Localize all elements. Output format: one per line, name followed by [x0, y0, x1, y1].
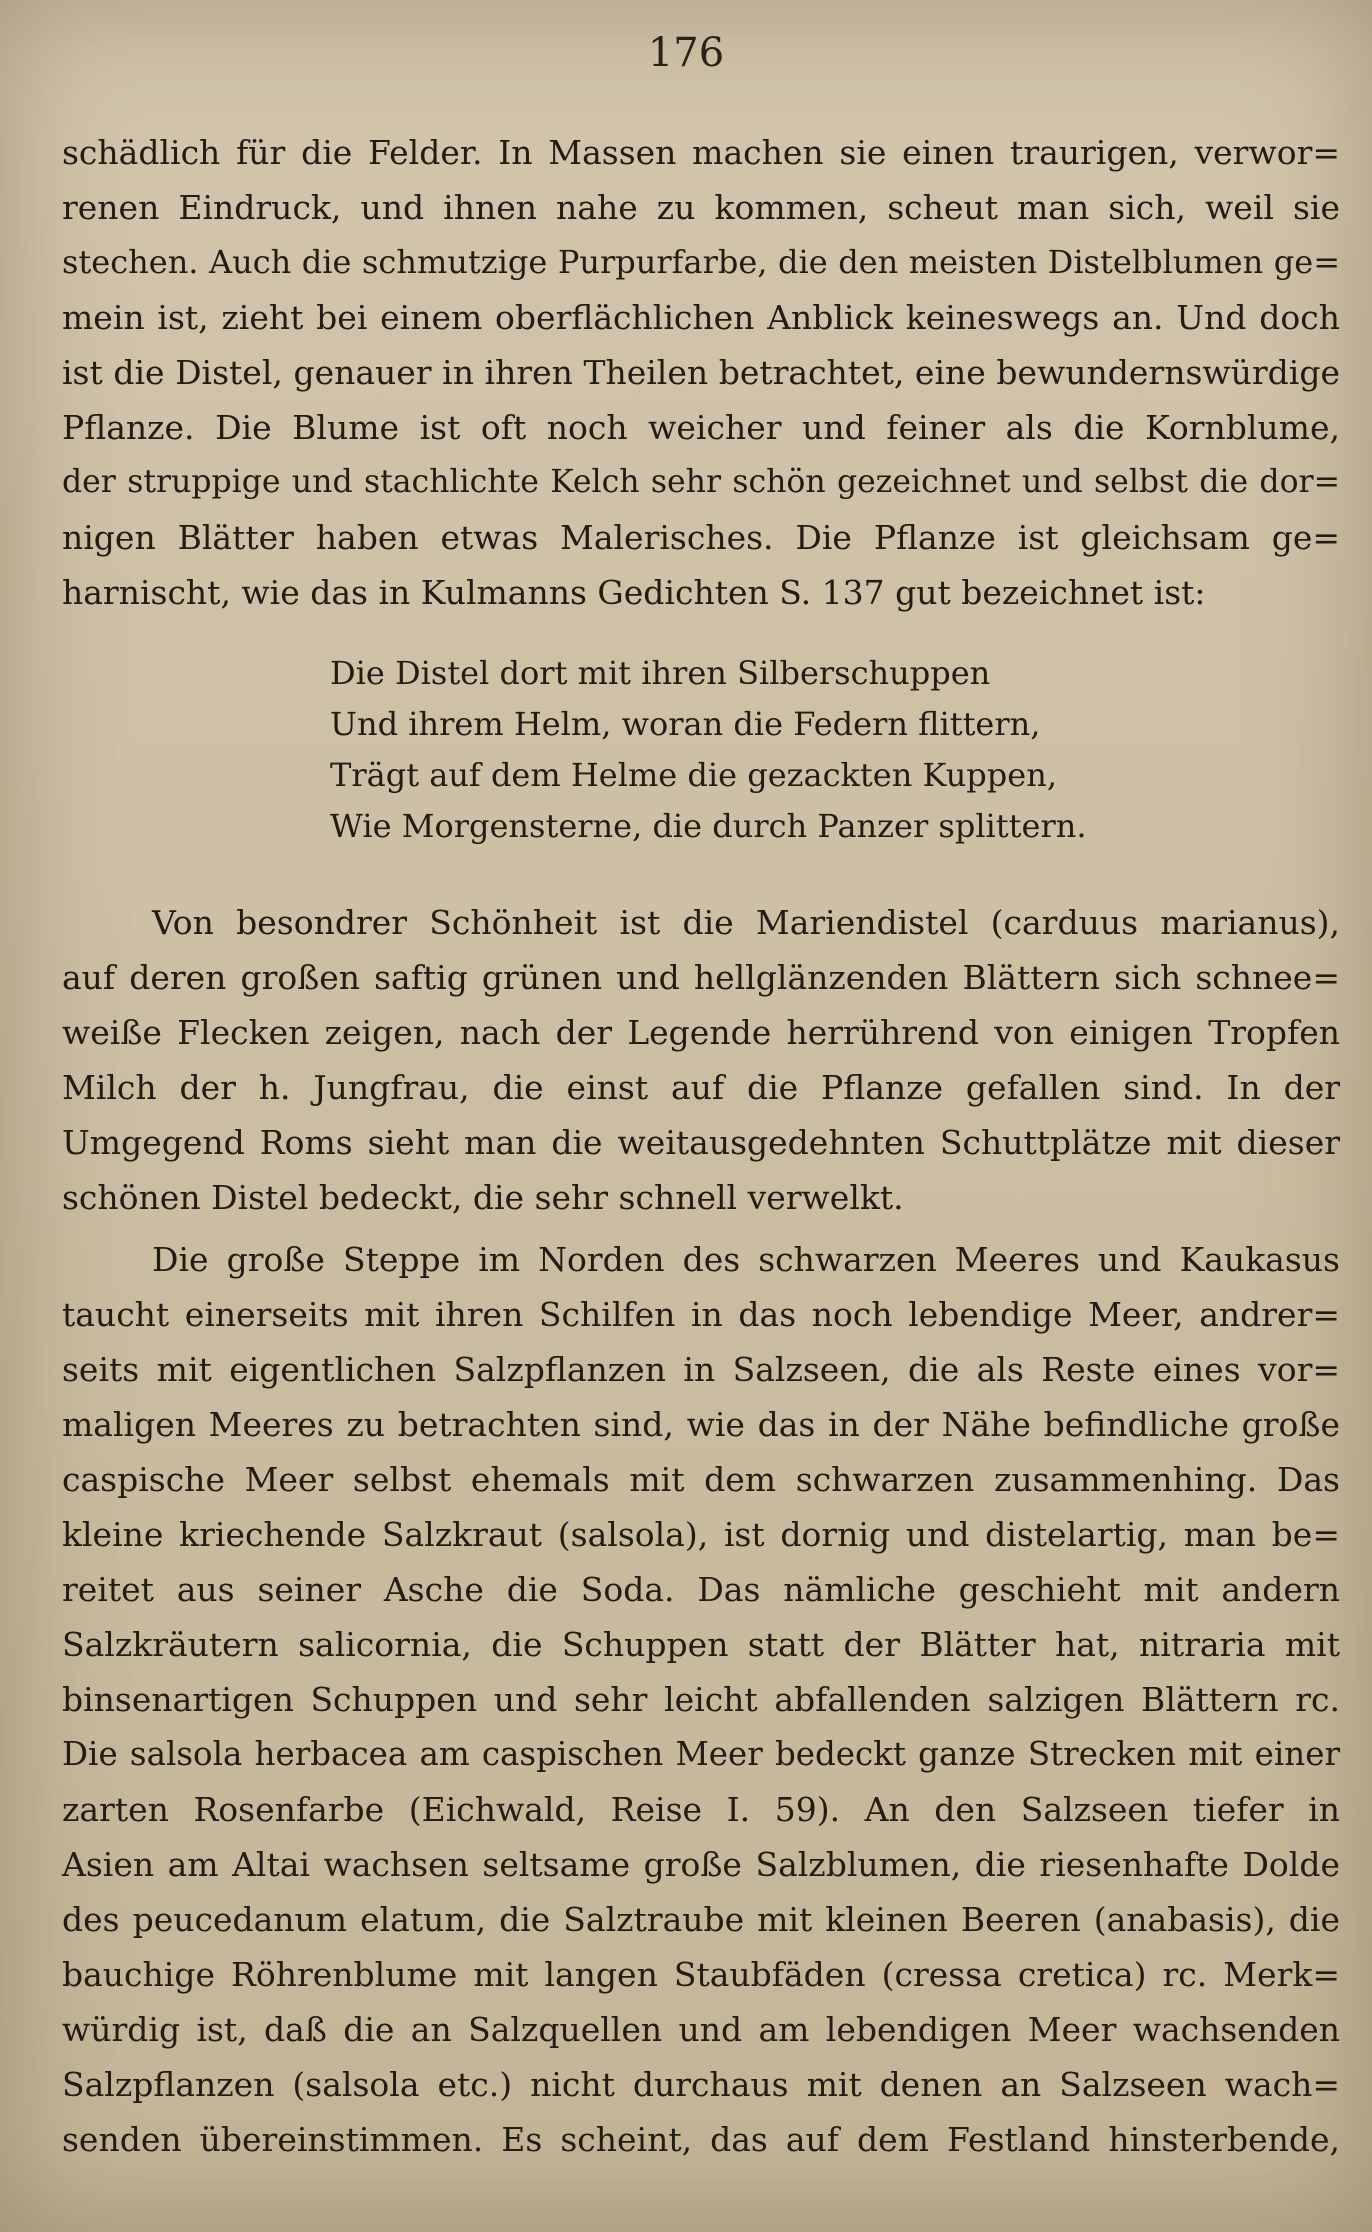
text-line: Milch der h. Jungfrau, die einst auf die Pflanze gefallen sind. In der: [62, 1068, 1340, 1107]
verse-line: Trägt auf dem Helme die gezackten Kuppen,: [330, 756, 1057, 794]
text-line: des peucedanum elatum, die Salztraube mit kleinen Beeren (anabasis), die: [62, 1900, 1340, 1939]
text-line: Pflanze. Die Blume ist oft noch weicher und feiner als die Kornblume,: [62, 408, 1340, 447]
text-line: harnischt, wie das in Kulmanns Gedichten S. 137 gut bezeichnet ist:: [62, 573, 1206, 612]
verse-line: Und ihrem Helm, woran die Federn flittern,: [330, 705, 1041, 743]
text-line: kleine kriechende Salzkraut (salsola), ist dornig und distelartig, man be=: [62, 1515, 1340, 1554]
text-line: seits mit eigentlichen Salzpflanzen in Salzseen, die als Reste eines vor=: [62, 1350, 1340, 1389]
verse-line: Wie Morgensterne, die durch Panzer splittern.: [330, 807, 1087, 845]
text-line: Umgegend Roms sieht man die weitausgedehnten Schuttplätze mit dieser: [62, 1123, 1340, 1162]
text-line: Von besondrer Schönheit ist die Mariendistel (carduus marianus),: [152, 903, 1340, 942]
text-line: schädlich für die Felder. In Massen machen sie einen traurigen, verwor=: [62, 133, 1340, 172]
paragraph-1: [62, 125, 1340, 620]
text-line: stechen. Auch die schmutzige Purpurfarbe, die den meisten Distelblumen ge=: [62, 243, 1340, 281]
text-line: zarten Rosenfarbe (Eichwald, Reise I. 59). An den Salzseen tiefer in: [62, 1790, 1340, 1829]
paragraph-3: [62, 1232, 1340, 2167]
paragraph-2: [62, 895, 1340, 1225]
text-line: nigen Blätter haben etwas Malerisches. Die Pflanze ist gleichsam ge=: [62, 518, 1340, 557]
text-line: Die große Steppe im Norden des schwarzen Meeres und Kaukasus: [152, 1240, 1340, 1279]
text-line: würdig ist, daß die an Salzquellen und am lebendigen Meer wachsenden: [62, 2010, 1340, 2049]
text-line: reitet aus seiner Asche die Soda. Das nämliche geschieht mit andern: [62, 1570, 1340, 1609]
verse-quote: [330, 648, 1087, 852]
text-line: der struppige und stachlichte Kelch sehr schön gezeichnet und selbst die dor=: [62, 464, 1340, 500]
text-line: Salzpflanzen (salsola etc.) nicht durchaus mit denen an Salzseen wach=: [62, 2065, 1340, 2104]
text-line: bauchige Röhrenblume mit langen Staubfäden (cressa cretica) rc. Merk=: [62, 1955, 1340, 1994]
text-line: Salzkräutern salicornia, die Schuppen statt der Blätter hat, nitraria mit: [62, 1625, 1340, 1664]
text-line: ist die Distel, genauer in ihren Theilen betrachtet, eine bewundernswürdige: [62, 353, 1340, 392]
text-line: caspische Meer selbst ehemals mit dem schwarzen zusammenhing. Das: [62, 1460, 1340, 1499]
text-line: renen Eindruck, und ihnen nahe zu kommen, scheut man sich, weil sie: [62, 188, 1340, 227]
text-line: auf deren großen saftig grünen und hellglänzenden Blättern sich schnee=: [62, 958, 1340, 997]
text-line: senden übereinstimmen. Es scheint, das auf dem Festland hinsterbende,: [62, 2120, 1340, 2159]
text-line: maligen Meeres zu betrachten sind, wie das in der Nähe befindliche große: [62, 1405, 1340, 1444]
text-line: binsenartigen Schuppen und sehr leicht abfallenden salzigen Blättern rc.: [62, 1680, 1340, 1719]
text-line: mein ist, zieht bei einem oberflächlichen Anblick keineswegs an. Und doch: [62, 298, 1340, 337]
text-line: weiße Flecken zeigen, nach der Legende herrührend von einigen Tropfen: [62, 1013, 1340, 1052]
text-line: Die salsola herbacea am caspischen Meer bedeckt ganze Strecken mit einer: [62, 1735, 1340, 1773]
text-line: taucht einerseits mit ihren Schilfen in das noch lebendige Meer, andrer=: [62, 1295, 1340, 1334]
page-number: 176: [647, 30, 725, 76]
text-line: schönen Distel bedeckt, die sehr schnell verwelkt.: [62, 1178, 904, 1217]
text-line: Asien am Altai wachsen seltsame große Salzblumen, die riesenhafte Dolde: [62, 1845, 1340, 1884]
verse-line: Die Distel dort mit ihren Silberschuppen: [330, 654, 991, 692]
